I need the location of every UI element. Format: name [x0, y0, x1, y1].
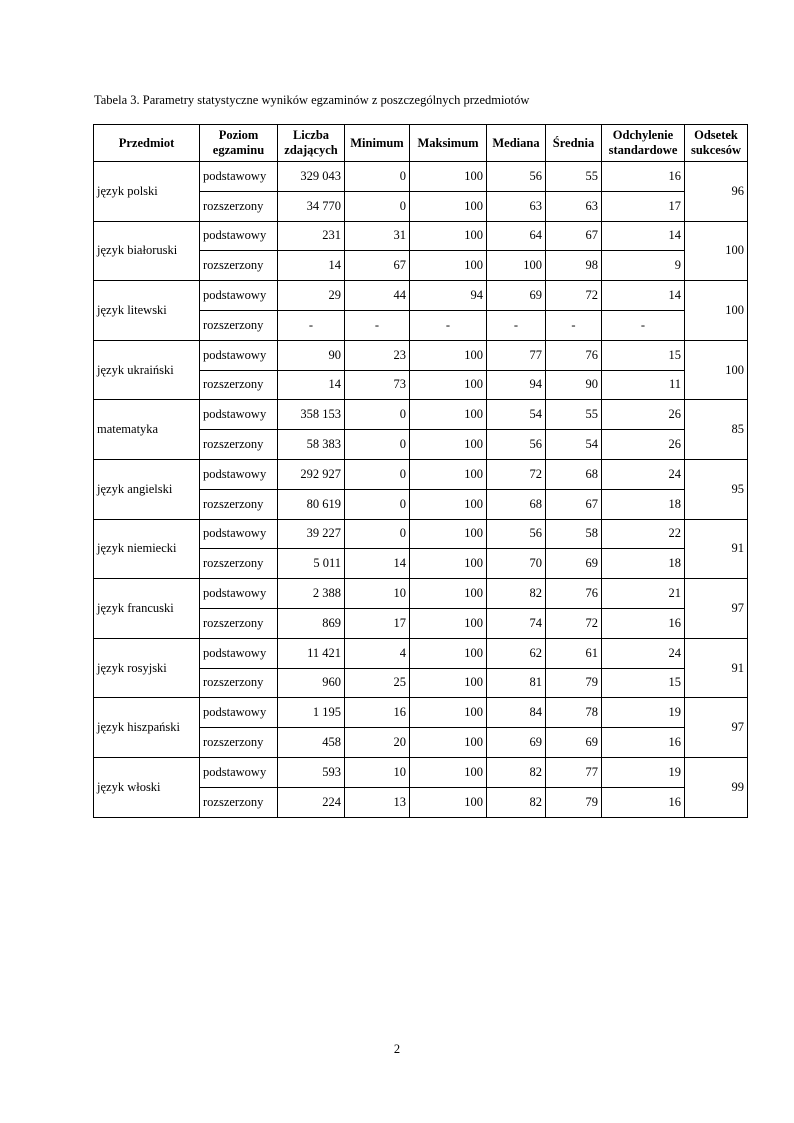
page-number: 2 — [393, 1042, 401, 1056]
mean-cell: 98 — [546, 251, 602, 281]
header-success-line2: sukcesów — [690, 143, 741, 157]
min-cell: 10 — [345, 757, 410, 787]
sd-cell: 18 — [602, 489, 685, 519]
header-sd-line2: standardowe — [608, 143, 678, 157]
min-cell: 0 — [345, 162, 410, 192]
success-rate-cell: 85 — [685, 400, 748, 460]
mean-cell: 67 — [546, 489, 602, 519]
header-median: Mediana — [487, 125, 546, 162]
min-cell: 0 — [345, 430, 410, 460]
max-cell: 100 — [410, 489, 487, 519]
header-level-line2: egzaminu — [212, 143, 265, 157]
count-cell: 11 421 — [278, 638, 345, 668]
count-cell: 34 770 — [278, 191, 345, 221]
sd-cell: 18 — [602, 549, 685, 579]
min-cell: 17 — [345, 608, 410, 638]
header-success-line1: Odsetek — [694, 128, 738, 142]
median-cell: 77 — [487, 340, 546, 370]
count-cell: 329 043 — [278, 162, 345, 192]
max-cell: - — [410, 310, 487, 340]
subject-name-cell: matematyka — [94, 400, 200, 460]
sd-cell: 15 — [602, 340, 685, 370]
subject-name-cell: język polski — [94, 162, 200, 222]
table-caption: Tabela 3. Parametry statystyczne wyników egzaminów z poszczególnych przedmiotów — [94, 93, 530, 107]
level-cell: rozszerzony — [200, 489, 278, 519]
sd-cell: 21 — [602, 579, 685, 609]
table-row — [94, 221, 748, 251]
median-cell: 74 — [487, 608, 546, 638]
median-cell: 63 — [487, 191, 546, 221]
min-cell: 16 — [345, 698, 410, 728]
level-cell: rozszerzony — [200, 668, 278, 698]
mean-cell: 77 — [546, 757, 602, 787]
min-cell: 0 — [345, 191, 410, 221]
max-cell: 100 — [410, 430, 487, 460]
mean-cell: 69 — [546, 728, 602, 758]
level-cell: podstawowy — [200, 519, 278, 549]
table-row — [94, 519, 748, 549]
median-cell: 84 — [487, 698, 546, 728]
mean-cell: 90 — [546, 370, 602, 400]
mean-cell: 69 — [546, 549, 602, 579]
success-rate-cell: 91 — [685, 519, 748, 579]
max-cell: 100 — [410, 340, 487, 370]
header-mean: Średnia — [546, 125, 602, 162]
min-cell: 14 — [345, 549, 410, 579]
success-rate-cell: 96 — [685, 162, 748, 222]
count-cell: 80 619 — [278, 489, 345, 519]
header-count — [278, 125, 345, 162]
header-sd-line1: Odchylenie — [612, 128, 674, 142]
min-cell: 44 — [345, 281, 410, 311]
level-cell: rozszerzony — [200, 310, 278, 340]
min-cell: 13 — [345, 787, 410, 817]
count-cell: 358 153 — [278, 400, 345, 430]
success-rate-cell: 100 — [685, 340, 748, 400]
sd-cell: - — [602, 310, 685, 340]
level-cell: rozszerzony — [200, 191, 278, 221]
subject-name-cell: język niemiecki — [94, 519, 200, 579]
max-cell: 100 — [410, 579, 487, 609]
count-cell: 29 — [278, 281, 345, 311]
mean-cell: 58 — [546, 519, 602, 549]
sd-cell: 9 — [602, 251, 685, 281]
sd-cell: 16 — [602, 728, 685, 758]
median-cell: - — [487, 310, 546, 340]
subject-name-cell: język angielski — [94, 459, 200, 519]
count-cell: 960 — [278, 668, 345, 698]
count-cell: 2 388 — [278, 579, 345, 609]
level-cell: podstawowy — [200, 757, 278, 787]
subject-name-cell: język francuski — [94, 579, 200, 639]
max-cell: 100 — [410, 370, 487, 400]
table-body — [94, 162, 748, 818]
level-cell: rozszerzony — [200, 430, 278, 460]
median-cell: 54 — [487, 400, 546, 430]
sd-cell: 24 — [602, 638, 685, 668]
header-subject: Przedmiot — [94, 125, 200, 162]
min-cell: 20 — [345, 728, 410, 758]
median-cell: 100 — [487, 251, 546, 281]
header-max: Maksimum — [410, 125, 487, 162]
level-cell: podstawowy — [200, 340, 278, 370]
level-cell: podstawowy — [200, 281, 278, 311]
table-row — [94, 281, 748, 311]
level-cell: podstawowy — [200, 400, 278, 430]
mean-cell: 61 — [546, 638, 602, 668]
count-cell: 14 — [278, 251, 345, 281]
mean-cell: 54 — [546, 430, 602, 460]
header-level — [200, 125, 278, 162]
count-cell: 58 383 — [278, 430, 345, 460]
max-cell: 100 — [410, 698, 487, 728]
min-cell: 67 — [345, 251, 410, 281]
count-cell: 869 — [278, 608, 345, 638]
median-cell: 81 — [487, 668, 546, 698]
count-cell: 224 — [278, 787, 345, 817]
sd-cell: 16 — [602, 162, 685, 192]
table-row — [94, 579, 748, 609]
level-cell: podstawowy — [200, 162, 278, 192]
max-cell: 94 — [410, 281, 487, 311]
median-cell: 94 — [487, 370, 546, 400]
max-cell: 100 — [410, 638, 487, 668]
success-rate-cell: 95 — [685, 459, 748, 519]
level-cell: rozszerzony — [200, 251, 278, 281]
median-cell: 56 — [487, 162, 546, 192]
count-cell: 231 — [278, 221, 345, 251]
median-cell: 72 — [487, 459, 546, 489]
sd-cell: 14 — [602, 221, 685, 251]
max-cell: 100 — [410, 221, 487, 251]
median-cell: 82 — [487, 787, 546, 817]
max-cell: 100 — [410, 757, 487, 787]
mean-cell: 79 — [546, 787, 602, 817]
mean-cell: 68 — [546, 459, 602, 489]
mean-cell: 63 — [546, 191, 602, 221]
header-level-line1: Poziom — [218, 128, 259, 142]
sd-cell: 19 — [602, 757, 685, 787]
table-row — [94, 757, 748, 787]
min-cell: 0 — [345, 400, 410, 430]
sd-cell: 16 — [602, 787, 685, 817]
median-cell: 82 — [487, 579, 546, 609]
max-cell: 100 — [410, 191, 487, 221]
min-cell: 4 — [345, 638, 410, 668]
count-cell: 39 227 — [278, 519, 345, 549]
level-cell: rozszerzony — [200, 787, 278, 817]
mean-cell: 78 — [546, 698, 602, 728]
header-sd — [602, 125, 685, 162]
table-row — [94, 162, 748, 192]
max-cell: 100 — [410, 728, 487, 758]
header-success — [685, 125, 748, 162]
level-cell: podstawowy — [200, 698, 278, 728]
median-cell: 70 — [487, 549, 546, 579]
min-cell: 25 — [345, 668, 410, 698]
mean-cell: 72 — [546, 608, 602, 638]
min-cell: 0 — [345, 459, 410, 489]
median-cell: 68 — [487, 489, 546, 519]
max-cell: 100 — [410, 668, 487, 698]
min-cell: 31 — [345, 221, 410, 251]
level-cell: podstawowy — [200, 579, 278, 609]
sd-cell: 22 — [602, 519, 685, 549]
subject-name-cell: język włoski — [94, 757, 200, 817]
min-cell: - — [345, 310, 410, 340]
count-cell: - — [278, 310, 345, 340]
mean-cell: 72 — [546, 281, 602, 311]
max-cell: 100 — [410, 787, 487, 817]
count-cell: 14 — [278, 370, 345, 400]
subject-name-cell: język litewski — [94, 281, 200, 341]
level-cell: podstawowy — [200, 221, 278, 251]
median-cell: 69 — [487, 281, 546, 311]
min-cell: 23 — [345, 340, 410, 370]
count-cell: 1 195 — [278, 698, 345, 728]
mean-cell: 79 — [546, 668, 602, 698]
max-cell: 100 — [410, 251, 487, 281]
sd-cell: 14 — [602, 281, 685, 311]
level-cell: podstawowy — [200, 459, 278, 489]
sd-cell: 17 — [602, 191, 685, 221]
level-cell: rozszerzony — [200, 608, 278, 638]
header-min: Minimum — [345, 125, 410, 162]
sd-cell: 16 — [602, 608, 685, 638]
max-cell: 100 — [410, 549, 487, 579]
count-cell: 292 927 — [278, 459, 345, 489]
sd-cell: 26 — [602, 400, 685, 430]
table-row — [94, 459, 748, 489]
sd-cell: 24 — [602, 459, 685, 489]
table-row — [94, 340, 748, 370]
header-count-line1: Liczba — [292, 128, 330, 142]
subject-name-cell: język białoruski — [94, 221, 200, 281]
max-cell: 100 — [410, 162, 487, 192]
table-row — [94, 638, 748, 668]
success-rate-cell: 97 — [685, 698, 748, 758]
table-row — [94, 698, 748, 728]
sd-cell: 15 — [602, 668, 685, 698]
success-rate-cell: 100 — [685, 281, 748, 341]
level-cell: rozszerzony — [200, 370, 278, 400]
statistics-table — [93, 124, 748, 818]
min-cell: 73 — [345, 370, 410, 400]
min-cell: 0 — [345, 519, 410, 549]
subject-name-cell: język rosyjski — [94, 638, 200, 698]
max-cell: 100 — [410, 519, 487, 549]
median-cell: 64 — [487, 221, 546, 251]
success-rate-cell: 97 — [685, 579, 748, 639]
header-count-line2: zdających — [284, 143, 338, 157]
subject-name-cell: język ukraiński — [94, 340, 200, 400]
mean-cell: - — [546, 310, 602, 340]
mean-cell: 67 — [546, 221, 602, 251]
min-cell: 10 — [345, 579, 410, 609]
level-cell: rozszerzony — [200, 549, 278, 579]
sd-cell: 26 — [602, 430, 685, 460]
median-cell: 56 — [487, 519, 546, 549]
success-rate-cell: 100 — [685, 221, 748, 281]
min-cell: 0 — [345, 489, 410, 519]
success-rate-cell: 99 — [685, 757, 748, 817]
max-cell: 100 — [410, 400, 487, 430]
median-cell: 56 — [487, 430, 546, 460]
count-cell: 593 — [278, 757, 345, 787]
count-cell: 90 — [278, 340, 345, 370]
table-row — [94, 400, 748, 430]
mean-cell: 76 — [546, 579, 602, 609]
count-cell: 458 — [278, 728, 345, 758]
sd-cell: 19 — [602, 698, 685, 728]
median-cell: 69 — [487, 728, 546, 758]
header-row — [94, 125, 748, 162]
success-rate-cell: 91 — [685, 638, 748, 698]
mean-cell: 55 — [546, 400, 602, 430]
table-header — [94, 125, 748, 162]
max-cell: 100 — [410, 608, 487, 638]
level-cell: rozszerzony — [200, 728, 278, 758]
count-cell: 5 011 — [278, 549, 345, 579]
mean-cell: 55 — [546, 162, 602, 192]
subject-name-cell: język hiszpański — [94, 698, 200, 758]
max-cell: 100 — [410, 459, 487, 489]
level-cell: podstawowy — [200, 638, 278, 668]
mean-cell: 76 — [546, 340, 602, 370]
median-cell: 62 — [487, 638, 546, 668]
median-cell: 82 — [487, 757, 546, 787]
sd-cell: 11 — [602, 370, 685, 400]
